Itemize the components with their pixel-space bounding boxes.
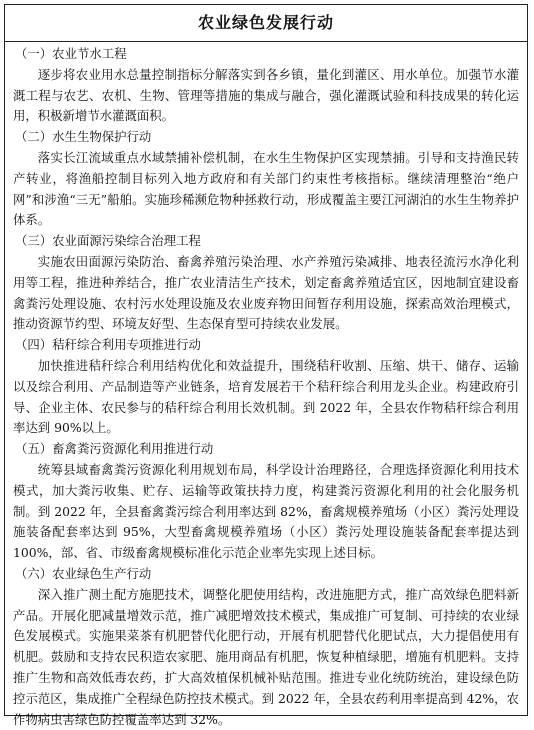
section-heading: （一）农业节水工程 <box>15 46 127 61</box>
document-title: 农业绿色发展行动 <box>5 5 527 42</box>
section-body: 逐步将农业用水总量控制指标分解落实到各乡镇，量化到灌区、用水单位。加强节水灌溉工程与农艺、农机、生物、管理等措施的集成与融合，强化灌溉试验和科技成果的转化运用，积极新增节水灌溉面积。 <box>13 66 519 124</box>
section-heading: （三）农业面源污染综合治理工程 <box>15 233 201 249</box>
section-water-saving <box>13 44 519 127</box>
section-manure-utilization <box>13 439 519 564</box>
section-aquatic-protection <box>13 127 519 231</box>
document-content <box>5 42 527 730</box>
section-heading: （二）水生生物保护行动 <box>15 129 152 145</box>
section-heading: （四）秸秆综合利用专项推进行动 <box>15 337 201 353</box>
section-green-production <box>13 564 519 730</box>
section-heading: （五）畜禽粪污资源化利用推进行动 <box>15 441 214 457</box>
section-nonpoint-pollution <box>13 231 519 335</box>
section-body: 落实长江流域重点水域禁捕补偿机制，在水生生物保护区实现禁捕。引导和支持渔民转产转业，将渔船控制目标列入地方政府和有关部门约束性考核指标。继续清理整治“绝户网”和涉渔“三无”船舶。实施珍稀濒危物种拯救行动，形成覆盖主要江河湖泊的水生生物养护体系。 <box>13 149 519 228</box>
section-body: 加快推进秸秆综合利用结构优化和效益提升，围绕秸秆收割、压缩、烘干、储存、运输以及综合利用、产品制造等产业链条，培育发展若干个秸秆综合利用龙头企业。构建政府引导、企业主体、农民参与的秸秆综合利用长效机制。到 2022 年，全县农作物秸秆综合利用率达到 90%以上。 <box>13 357 519 436</box>
section-body: 深入推广测土配方施肥技术，调整化肥使用结构，改进施肥方式，推广高效绿色肥料新产品。开展化肥减量增效示范，推广减肥增效技术模式，集成推广可复制、可持续的农业绿色发展模式。实施果菜茶有机肥替代化肥行动，开展有机肥替代化肥试点，大力提倡使用有机肥。鼓励和支持农民积造农家肥、施用商品有机肥，恢复种植绿肥，增施有机肥料。支持推广生物和高效低毒农药，扩大高效植保机械补贴范围。推进专业化统防统治，建设绿色防控示范区，集成推广全程绿色防控技术模式。到 2022 年，全县农药利用率提高到 42%，农作物病虫害绿色防控覆盖率达到 32%。 <box>13 586 519 727</box>
section-straw-utilization <box>13 335 519 439</box>
document-frame <box>4 4 528 727</box>
section-body: 实施农田面源污染防治、畜禽养殖污染治理、水产养殖污染减排、地表径流污水净化利用等工程，推进种养结合，推广农业清洁生产技术，划定畜禽养殖适宜区，因地制宜建设畜禽粪污处理设施、农村污水处理设施及农业废弃物田间暂存利用设施，探索高效治理模式，推动资源节约型、环境友好型、生态保育型可持续农业发展。 <box>13 253 519 332</box>
section-body: 统筹县域畜禽粪污资源化利用规划布局，科学设计治理路径，合理选择资源化利用技术模式，加大粪污收集、贮存、运输等政策扶持力度，构建粪污资源化利用的社会化服务机制。到 2022 年，全县畜禽粪污综合利用率达到 82%，畜禽规模养殖场（小区）粪污处理设施装备配套率达到 95%，大型畜禽规模养殖场（小区）粪污处理设施装备配套率提达到 100%，部、省、市级畜禽规模标准化示范企业率先实现上述目标。 <box>13 461 519 561</box>
section-heading: （六）农业绿色生产行动 <box>15 565 152 581</box>
